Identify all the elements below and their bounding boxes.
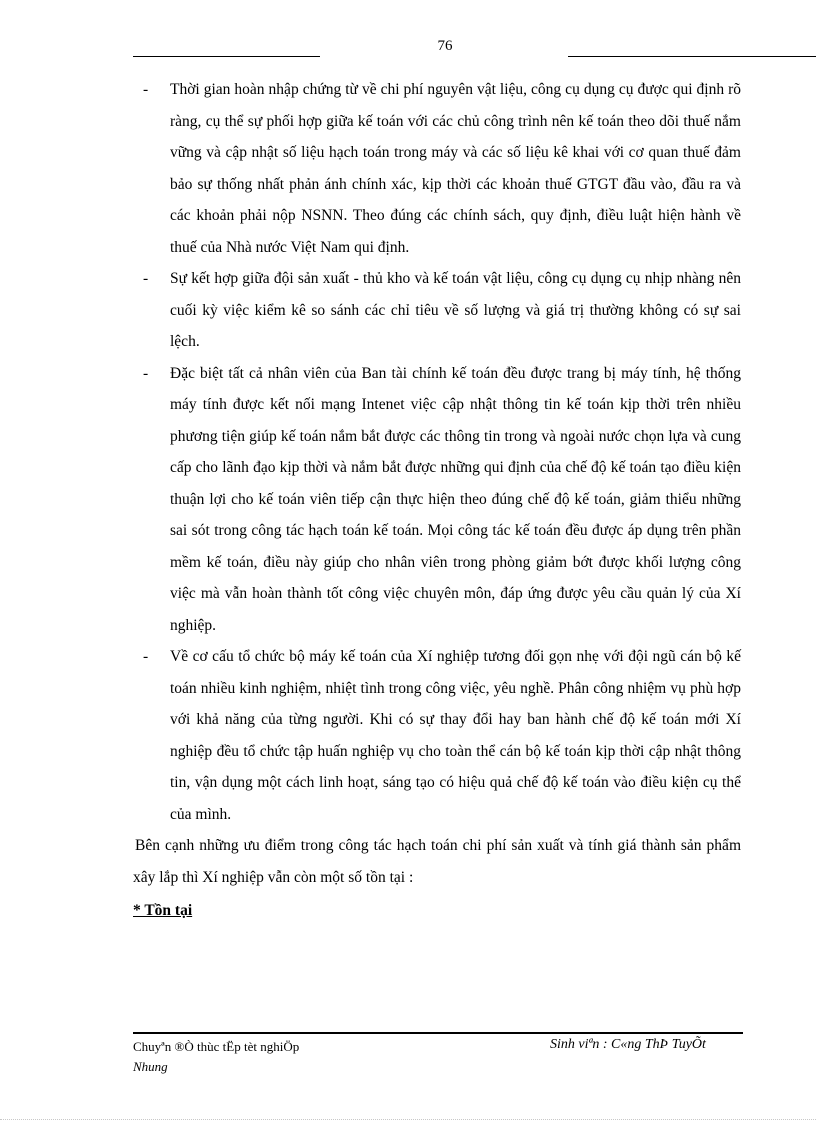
list-item [133,74,741,263]
page-number: 76 [437,38,453,54]
footer-student: Sinh viªn : C«ng ThÞ TuyÕt [550,1037,706,1052]
list-item-text: Về cơ cấu tổ chức bộ máy kế toán của Xí nghiệp tương đối gọn nhẹ với đội ngũ cán bộ kế toán nhiều kinh nghiệm, nhiệt tình trong công việc, yêu nghề. Phân công nhiệm vụ phù hợp với khả năng của từng người. Khi có sự thay đổi hay ban hành chế độ kế toán mới Xí nghiệp đều tổ chức tập huấn nghiệp vụ cho toàn thể cán bộ kế toán kịp thời cập nhật thông tin, vận dụng một cách linh hoạt, sáng tạo có hiệu quả chế độ kế toán vào điều kiện cụ thể của mình. [170,648,741,823]
list-item-text: Đặc biệt tất cả nhân viên của Ban tài chính kế toán đều được trang bị máy tính, hệ thống máy tính được kết nối mạng Intenet việc cập nhật thông tin kế toán kịp thời trên nhiều phương tiện giúp kế toán nắm bắt được các thông tin trong và ngoài nước chọn lựa và cung cấp cho lãnh đạo kịp thời và nắm bắt được những qui định của chế độ kế toán tạo điều kiện thuận lợi cho kế toán viên tiếp cận thực hiện theo đúng chế độ kế toán, giảm thiểu những sai sót trong công tác hạch toán kế toán. Mọi công tác kế toán đều được áp dụng trên phần mềm kế toán, điều này giúp cho nhân viên trong phòng giảm bớt được khối lượng công việc mà vẫn hoàn thành tốt công việc chuyên môn, đáp ứng được yêu cầu quản lý của Xí nghiệp. [170,364,741,634]
bullet-dash: - [143,648,149,665]
list-item-text: Thời gian hoàn nhập chứng từ về chi phí nguyên vật liệu, công cụ dụng cụ được qui định rõ ràng, cụ thể sự phối hợp giữa kế toán với các chủ công trình nên kế toán theo dõi thuế nắm vững và cập nhật số liệu hạch toán trong máy và các số liệu kê khai với cơ quan thuế đảm bảo sự thống nhất phản ánh chính xác, kịp thời các khoản thuế GTGT đầu vào, đầu ra và các khoản phải nộp NSNN. Theo đúng các chính sách, quy định, điều luật hiện hành về thuế của Nhà nước Việt Nam qui định. [170,81,741,256]
footer-left [133,1037,299,1077]
document-body [133,74,741,927]
list-item [133,263,741,358]
list-item [133,358,741,642]
header-rule-right [568,56,816,57]
bullet-dash: - [143,81,149,98]
list-item-text: Sự kết hợp giữa đội sản xuất - thủ kho và kế toán vật liệu, công cụ dụng cụ nhịp nhàng nên cuối kỳ việc kiểm kê so sánh các chỉ tiêu về số lượng và giá trị thường không có sự sai lệch. [170,270,741,350]
header-rule-left [133,56,320,57]
list-item [133,641,741,830]
section-heading: * Tồn tại [133,902,193,919]
bullet-dash: - [143,270,149,287]
footer-title: Chuyªn ®Ò thùc tËp tèt nghiÖp [133,1039,300,1054]
footer-subtitle: Nhung [133,1059,168,1074]
bullet-dash: - [143,364,149,382]
page-bottom-border [0,1119,816,1120]
footer-rule [133,1032,743,1034]
bullet-list [133,74,741,830]
summary-paragraph: Bên cạnh những ưu điểm trong công tác hạch toán chi phí sản xuất và tính giá thành sản phẩm xây lắp thì Xí nghiệp vẫn còn một số tồn tại : [133,837,741,886]
